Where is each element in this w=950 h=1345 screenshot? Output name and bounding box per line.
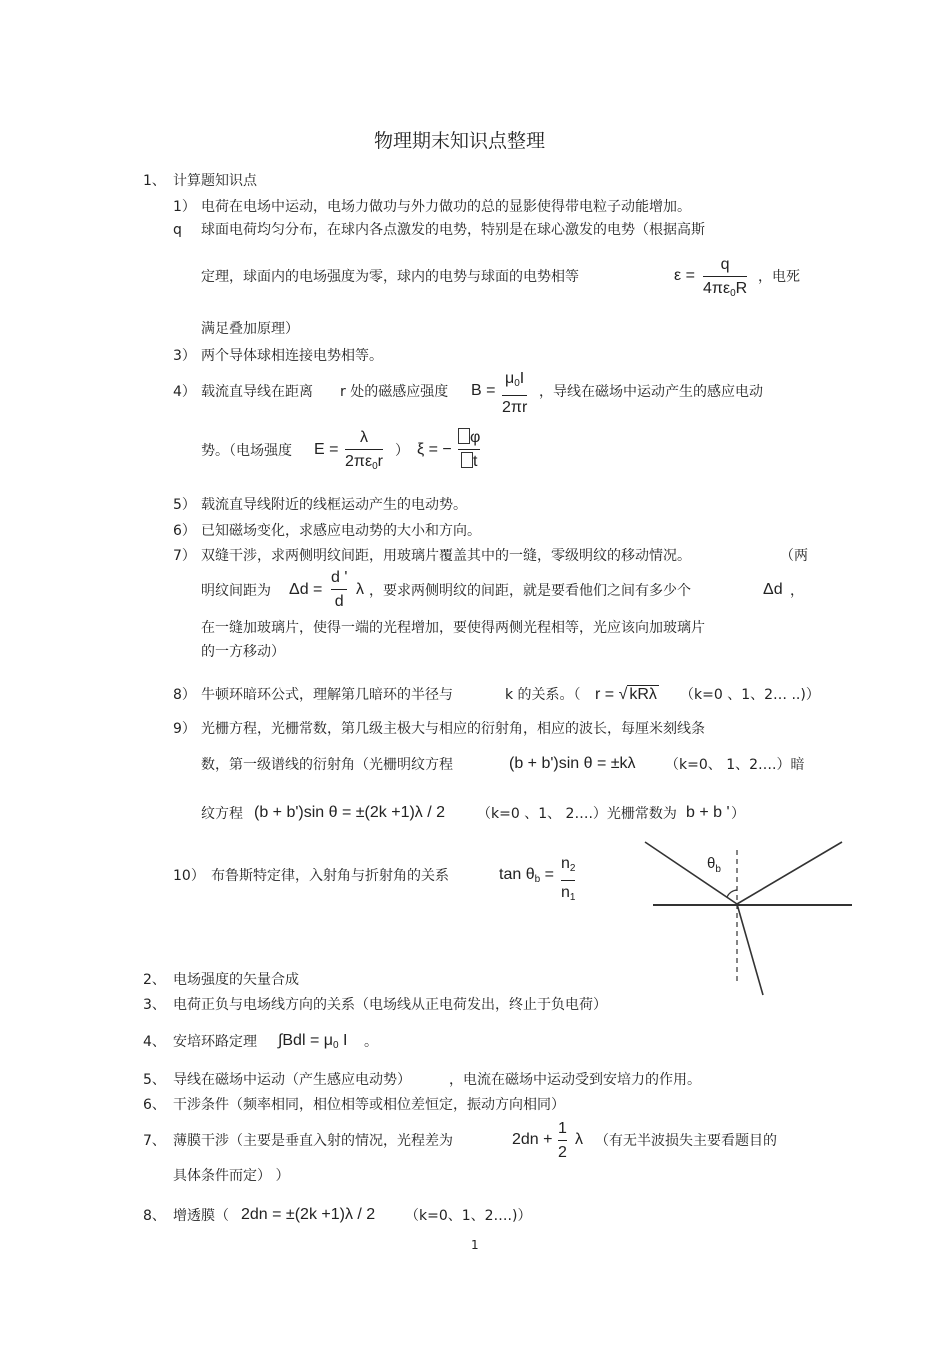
e-field-numerator: λ (359, 429, 368, 446)
section-5-text-a: 导线在磁场中运动（产生感应电动势） (173, 1072, 411, 1088)
thin-film-formula-a: 2dn + (512, 1131, 553, 1148)
item-9-number: 9） (173, 721, 196, 737)
item-7-line-1-tail: （两 (780, 548, 808, 564)
b-field-numerator: $\mu_0I$ (505, 370, 525, 389)
item-3-text: 两个导体球相连接电势相等。 (201, 348, 383, 364)
item-5-number: 5） (173, 497, 196, 513)
item-4-text-a: 载流直导线在距离 (201, 384, 313, 400)
section-7-number: 7、 (143, 1133, 166, 1149)
item-4-text-c: ，导线在磁场中运动产生的感应电动 (539, 384, 763, 400)
b-field-fraction (502, 369, 527, 418)
section-4-number: 4、 (143, 1034, 166, 1050)
item-7-delta-d: Δd (763, 581, 783, 598)
item-1-number: 1） (173, 199, 196, 215)
e-field-fraction (345, 428, 383, 477)
fringe-numerator: d ' (331, 569, 348, 586)
item-9-line-2a: 数，第一级谱线的衍射角（光栅明纹方程 (201, 757, 453, 773)
section-8-number: 8、 (143, 1208, 166, 1224)
section-6-number: 6、 (143, 1097, 166, 1113)
brewster-angle-diagram (640, 838, 855, 998)
item-6-number: 6） (173, 523, 196, 539)
item-7-line-2a: 明纹间距为 (201, 583, 271, 599)
fringe-spacing-fraction (331, 568, 347, 612)
fringe-spacing-lambda: λ (356, 581, 364, 598)
section-6-text: 干涉条件（频率相同，相位相等或相位差恒定，振动方向相同） (173, 1097, 565, 1113)
fringe-denominator: d (334, 593, 344, 610)
half-numerator: 1 (558, 1120, 567, 1137)
section-3-number: 3、 (143, 997, 166, 1013)
item-7-line-2b: ，要求两侧明纹的间距，就是要看他们之间有多少个 (369, 583, 691, 599)
item-4-number: 4） (173, 384, 196, 400)
section-8-text-b: （k=0、1、2….)） (405, 1208, 532, 1224)
section-5-number: 5、 (143, 1072, 166, 1088)
item-5-text: 载流直导线附近的线框运动产生的电动势。 (201, 497, 467, 513)
item-8-text-b: k 的关系。（ (505, 687, 581, 703)
thin-film-lambda: λ (575, 1131, 583, 1148)
b-field-denominator: 2πr (502, 399, 528, 416)
item-7-line-4: 的一方移动） (201, 644, 285, 660)
incident-ray (645, 842, 737, 904)
item-9-line-1: 光栅方程，光栅常数，第几级主极大与相应的衍射角，相应的波长，每厘米刻线条 (201, 721, 705, 737)
item-9-line-2b: （k=0、 1、2….）暗 (665, 757, 805, 773)
refracted-ray (737, 904, 763, 995)
item-10-text: 布鲁斯特定律，入射角与折射角的关系 (211, 868, 449, 884)
emf-denominator: t (461, 452, 477, 472)
section-2-text: 电场强度的矢量合成 (173, 972, 299, 988)
b-field-lhs: B = (471, 382, 496, 399)
grating-constant: b + b ' (686, 804, 730, 821)
reflected-ray (737, 842, 842, 904)
section-1-heading: 计算题知识点 (173, 173, 257, 189)
section-3-text: 电荷正负与电场线方向的关系（电场线从正电荷发出，终止于负电荷） (173, 997, 607, 1013)
section-1-number: 1、 (143, 173, 166, 189)
item-2-line-3: 满足叠加原理） (201, 321, 299, 337)
page-number: 1 (471, 1238, 479, 1252)
thin-film-half-fraction (558, 1119, 567, 1163)
item-2-line-1: 球面电荷均匀分布，在球内各点激发的电势，特别是在球心激发的电势（根据高斯 (201, 222, 705, 238)
theta-b-label: $\theta_b$ (707, 855, 721, 875)
item-4-line-2a: 势。（电场强度 (201, 443, 292, 459)
brewster-fraction (561, 854, 575, 908)
potential-formula-fraction (703, 255, 747, 304)
section-7-line-2: 具体条件而定） ） (173, 1168, 290, 1184)
section-7-text-b: （有无半波损失主要看题目的 (595, 1133, 777, 1149)
item-4-text-b: r 处的磁感应强度 (340, 384, 449, 400)
newton-ring-formula: r = √ kRλ (595, 686, 657, 703)
ampere-law-formula: $\int Bdl = \mu_0$ I (278, 1032, 348, 1051)
item-2-line-2: 定理，球面内的电场强度为零，球内的电势与球面的电势相等 (201, 269, 579, 285)
item-7-number: 7） (173, 548, 196, 564)
emf-fraction (458, 428, 480, 472)
potential-formula-lhs: ε = (674, 267, 695, 284)
brewster-numerator: $n_2$ (561, 855, 576, 874)
half-denominator: 2 (558, 1144, 567, 1161)
grating-bright-equation: (b + b')sin θ = ±kλ (509, 755, 636, 772)
potential-denominator: $4\pi\varepsilon_0R$ (703, 280, 748, 299)
emf-numerator: φ (458, 428, 480, 448)
section-7-text-a: 薄膜干涉（主要是垂直入射的情况，光程差为 (173, 1133, 453, 1149)
item-9-line-3c: ） (731, 806, 745, 822)
anti-reflection-formula: 2dn = ±(2k +1)λ / 2 (241, 1206, 376, 1223)
item-9-line-3a: 纹方程 (201, 806, 243, 822)
item-8-text-c: （k=0 、1、2… ..)） (680, 687, 820, 703)
item-3-number: 3） (173, 348, 196, 364)
section-5-text-b: ，电流在磁场中运动受到安培力的作用。 (449, 1072, 701, 1088)
section-4-end: 。 (364, 1034, 378, 1050)
item-4-line-2b: ） (395, 443, 409, 459)
emf-lhs: ξ = − (417, 441, 452, 458)
item-7-line-2c: ， (790, 583, 804, 599)
item-6-text: 已知磁场变化，求感应电动势的大小和方向。 (201, 523, 481, 539)
section-8-text-a: 增透膜（ (173, 1208, 229, 1224)
angle-arc (727, 890, 737, 897)
item-7-line-1: 双缝干涉，求两侧明纹间距，用玻璃片覆盖其中的一缝，零级明纹的移动情况。 (201, 548, 691, 564)
section-2-number: 2、 (143, 972, 166, 988)
section-4-text: 安培环路定理 (173, 1034, 257, 1050)
brewster-lhs: $\tan \theta_b$ = (499, 866, 554, 885)
grating-dark-equation: (b + b')sin θ = ±(2k +1)λ / 2 (254, 804, 446, 821)
item-2-after-formula: ，电死 (758, 269, 800, 285)
brewster-denominator: $n_1$ (561, 884, 576, 903)
item-8-number: 8） (173, 687, 196, 703)
page-title: 物理期末知识点整理 (374, 130, 546, 152)
fringe-spacing-lhs: Δd = (289, 581, 323, 598)
item-10-number: 10） (173, 868, 205, 884)
item-2-number: q (173, 222, 182, 238)
item-9-line-3b: （k=0 、1、 2….）光栅常数为 (477, 806, 677, 822)
item-1-text: 电荷在电场中运动，电场力做功与外力做功的总的显影使得带电粒子动能增加。 (201, 199, 691, 215)
item-8-text-a: 牛顿环暗环公式，理解第几暗环的半径与 (201, 687, 453, 703)
e-field-lhs: E = (314, 441, 339, 458)
potential-numerator: q (720, 256, 730, 273)
item-7-line-3: 在一缝加玻璃片，使得一端的光程增加，要使得两侧光程相等，光应该向加玻璃片 (201, 620, 705, 636)
e-field-denominator: $2\pi\varepsilon_0r$ (345, 453, 383, 472)
